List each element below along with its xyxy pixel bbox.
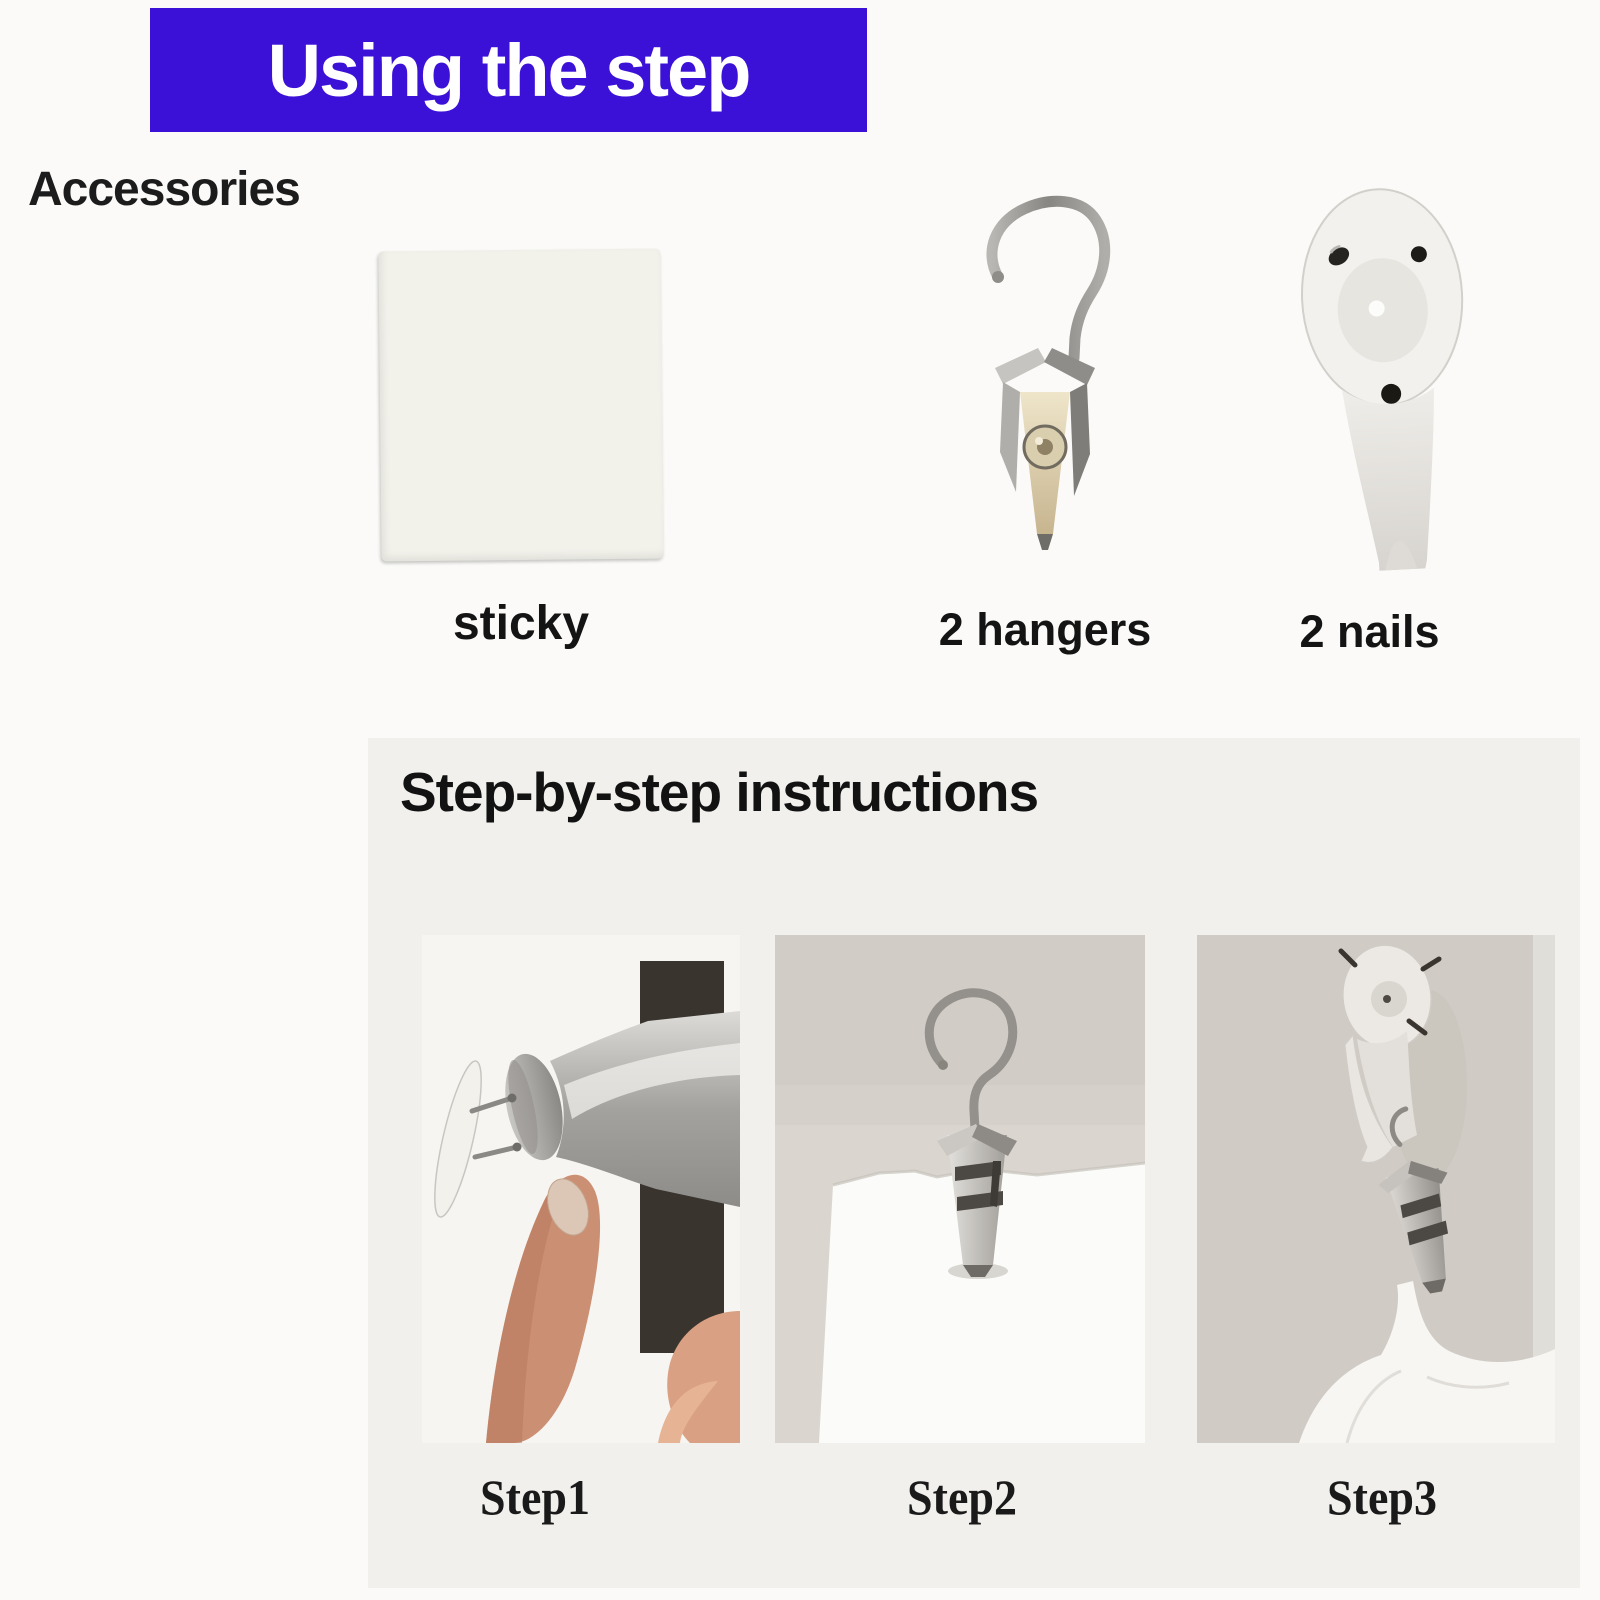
step1-photo-hammering-wall-hook [422, 935, 740, 1443]
instructions-heading: Step-by-step instructions [400, 761, 1039, 823]
step1-label: Step1 [480, 1469, 590, 1525]
wall-hook-icon [1283, 162, 1493, 582]
sticky-pad-icon [378, 249, 663, 562]
step3-photo-clip-on-wall-hook [1197, 935, 1555, 1443]
sticky-label: sticky [452, 597, 590, 650]
accessories-heading: Accessories [28, 163, 300, 216]
step2-label: Step2 [907, 1469, 1017, 1525]
nails-label: 2 nails [1299, 606, 1440, 657]
step2-photo-clip-holding-paper [775, 935, 1145, 1443]
hangers-label: 2 hangers [938, 604, 1152, 655]
step3-label: Step3 [1327, 1469, 1437, 1525]
title-banner [150, 8, 867, 132]
page-title: Using the step [267, 28, 750, 112]
hook-clip-icon [940, 152, 1145, 552]
